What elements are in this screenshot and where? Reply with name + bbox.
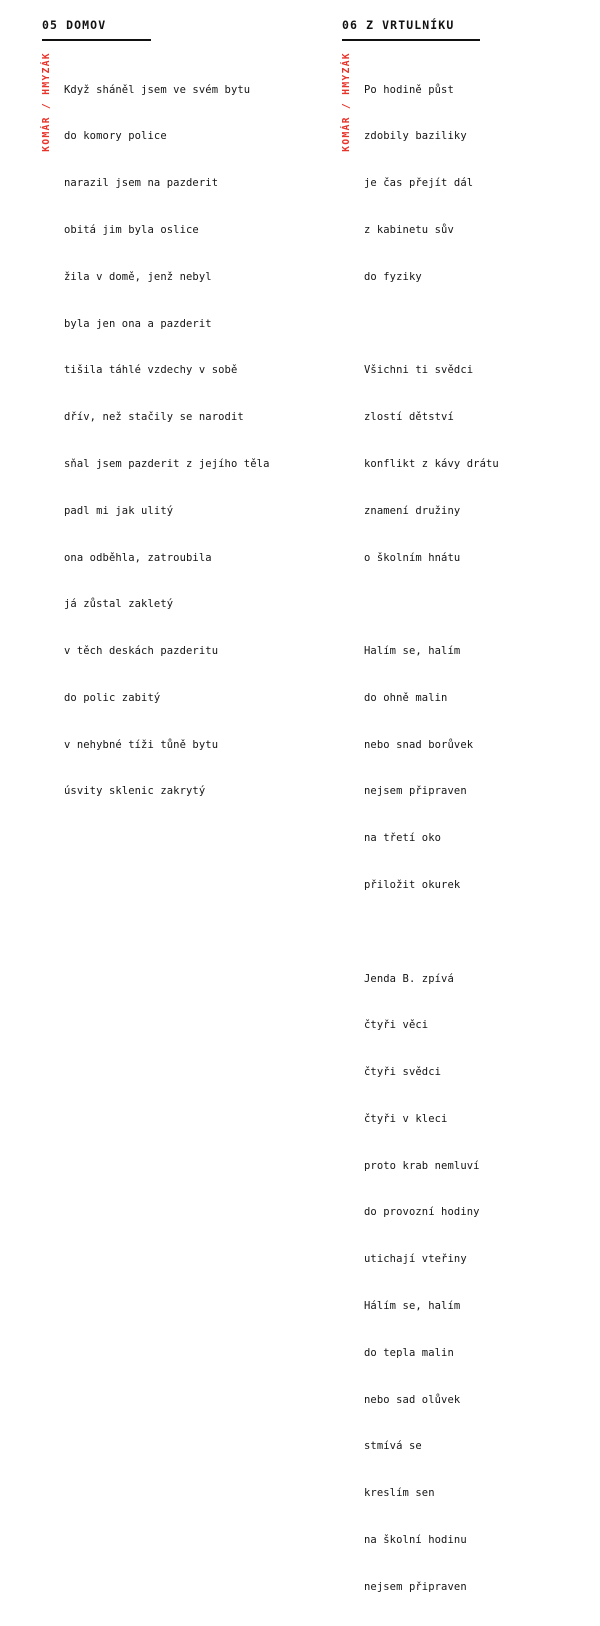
poem-line: Po hodině půst	[364, 83, 600, 99]
poem-line: Všichni ti svědci	[364, 363, 600, 379]
poem-line: do tepla malin	[364, 1346, 600, 1362]
title-divider-left	[42, 39, 151, 41]
poem-line: Halím se, halím	[364, 644, 600, 660]
poem-line: úsvity sklenic zakrytý	[64, 784, 300, 800]
poem-column-left	[0, 18, 300, 1626]
poem-number-05: 05	[42, 18, 58, 32]
poem-line: utichají vteřiny	[364, 1252, 600, 1268]
poem-line: padl mi jak ulitý	[64, 504, 300, 520]
poem-line: je čas přejít dál	[364, 176, 600, 192]
section-label-right: KOMÁR / HMYZÁK	[342, 52, 352, 152]
poem-line: nejsem připraven	[364, 1580, 600, 1596]
poem-line: nebo snad borůvek	[364, 738, 600, 754]
poem-line: do polic zabitý	[64, 691, 300, 707]
stanza	[364, 613, 600, 925]
stanza	[364, 940, 600, 1626]
poem-title-text-05: DOMOV	[66, 18, 106, 32]
poem-line: do komory police	[64, 129, 300, 145]
poem-column-right	[300, 18, 600, 1626]
poem-body-right	[342, 52, 600, 1626]
stanza	[64, 52, 300, 832]
stanza	[364, 332, 600, 597]
poem-line: čtyři svědci	[364, 1065, 600, 1081]
poem-line: sňal jsem pazderit z jejího těla	[64, 457, 300, 473]
poem-title-05	[42, 18, 300, 32]
poem-line: já zůstal zakletý	[64, 597, 300, 613]
poem-line: narazil jsem na pazderit	[64, 176, 300, 192]
poem-line: žila v domě, jenž nebyl	[64, 270, 300, 286]
poem-line: kreslím sen	[364, 1486, 600, 1502]
title-divider-right	[342, 39, 480, 41]
poem-stanzas-right	[364, 52, 600, 1626]
poem-line: v nehybné tíži tůně bytu	[64, 738, 300, 754]
poem-line: nejsem připraven	[364, 784, 600, 800]
poem-stanzas-left	[64, 52, 300, 832]
poem-line: do fyziky	[364, 270, 600, 286]
poem-line: byla jen ona a pazderit	[64, 317, 300, 333]
poem-line: obitá jim byla oslice	[64, 223, 300, 239]
poem-line: zdobily baziliky	[364, 129, 600, 145]
stanza	[364, 52, 600, 317]
poem-line: ona odběhla, zatroubila	[64, 551, 300, 567]
section-label-left: KOMÁR / HMYZÁK	[42, 52, 52, 152]
poem-line: o školním hnátu	[364, 551, 600, 567]
poem-line: z kabinetu sův	[364, 223, 600, 239]
poem-body-left	[42, 52, 300, 832]
poem-line: na školní hodinu	[364, 1533, 600, 1549]
poem-line: přiložit okurek	[364, 878, 600, 894]
poem-line: čtyři v kleci	[364, 1112, 600, 1128]
poem-line: nebo sad olůvek	[364, 1393, 600, 1409]
poem-line: tišila táhlé vzdechy v sobě	[64, 363, 300, 379]
poem-line: znamení družiny	[364, 504, 600, 520]
poem-line: do ohně malin	[364, 691, 600, 707]
poem-line: Když sháněl jsem ve svém bytu	[64, 83, 300, 99]
poem-title-text-06: Z VRTULNÍKU	[366, 18, 454, 32]
poem-title-06	[342, 18, 600, 32]
poem-line: čtyři věci	[364, 1018, 600, 1034]
poem-line: do provozní hodiny	[364, 1205, 600, 1221]
poem-line: proto krab nemluví	[364, 1159, 600, 1175]
poem-page	[0, 0, 600, 527]
poem-line: dřív, než stačily se narodit	[64, 410, 300, 426]
poem-line: na třetí oko	[364, 831, 600, 847]
poem-line: stmívá se	[364, 1439, 600, 1455]
poem-number-06: 06	[342, 18, 358, 32]
poem-line: v těch deskách pazderitu	[64, 644, 300, 660]
poem-line: konflikt z kávy drátu	[364, 457, 600, 473]
poem-line: Jenda B. zpívá	[364, 972, 600, 988]
poem-line: zlostí dětství	[364, 410, 600, 426]
poem-line: Hálím se, halím	[364, 1299, 600, 1315]
